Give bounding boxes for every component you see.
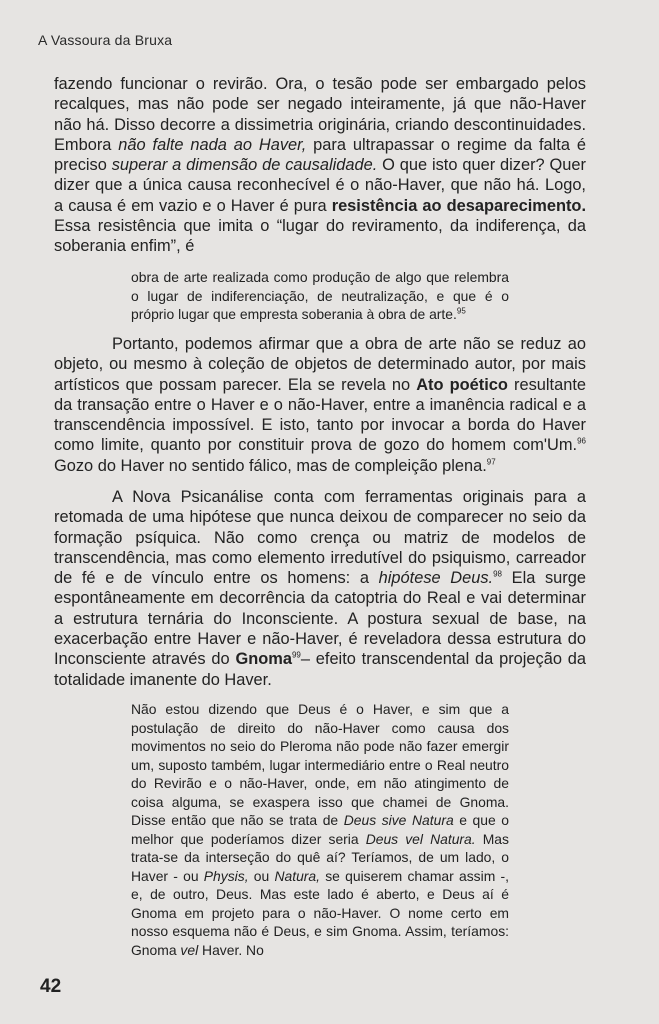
- p1-text: O que isto quer dizer? Quer dizer que a única causa reconhecível é o não-Haver, que não há. Logo, a causa é em vazio e o Haver é pura: [54, 156, 586, 215]
- paragraph-1: [54, 74, 586, 257]
- p3-text: Ela surge espontâneamente em decorrência da catoptria do Real e vai determinar a estrutura ternária do Inconsciente. A postura sexual de base, na exacerbação entre Haver e não-Haver, é reveladora dessa estrutura do Inconsciente através do: [54, 569, 586, 669]
- q2-text: Haver. No: [198, 941, 264, 958]
- p3-text: – efeito transcendental da projeção da totalidade imanente do Haver.: [54, 650, 586, 689]
- block-quote-2: [131, 700, 509, 959]
- footnote-ref-98: 98: [493, 569, 502, 579]
- footnote-ref-96: 96: [577, 437, 586, 447]
- paragraph-3: [54, 487, 586, 690]
- q2-italic: vel: [180, 941, 199, 958]
- footnote-ref-95: 95: [456, 306, 466, 316]
- page-number: 42: [40, 976, 62, 997]
- p1-bold: resistência ao desaparecimento.: [331, 196, 587, 215]
- quote-1-text: obra de arte realizada como produção de algo que relembra o lugar de indiferenciação, de neutralização, e que é o próprio lugar que empresta soberania à obra de arte.: [131, 269, 509, 322]
- p3-italic: hipótese Deus.: [378, 569, 494, 588]
- p3-text: A Nova Psicanálise conta com ferramentas originais para a retomada de uma hipótese que nunca deixou de comparecer no seio da formação psíquica. Não como crença ou matriz de modelos de transcendência, mas como elemento irredutível do psiquismo, carreador de fé e de vínculo entre os homens: a: [54, 488, 586, 588]
- block-quote-1: [131, 268, 509, 324]
- paragraph-2: [54, 334, 586, 476]
- q2-italic: Natura,: [274, 867, 321, 884]
- running-header: A Vassoura da Bruxa: [38, 32, 173, 48]
- p1-text: Essa resistência que imita o “lugar do reviramento, da indiferença, da soberania enfim”, é: [54, 217, 586, 256]
- q2-italic: Deus sive Natura: [343, 812, 454, 828]
- footnote-ref-97: 97: [486, 457, 496, 467]
- q2-italic: Physis,: [203, 867, 249, 884]
- footnote-ref-99: 99: [291, 650, 301, 660]
- p2-bold: Ato poético: [416, 375, 508, 394]
- q2-italic: Deus vel Natura.: [365, 830, 476, 847]
- p1-italic: não falte nada ao Haver,: [118, 135, 307, 154]
- p1-text: fazendo funcionar o revirão. Ora, o tesão pode ser embargado pelos recalques, mas não pode ser negado inteiramente, já que não-Haver não há. Disso decorre a dissimetria originária, criando descontinuidades. Embora: [54, 75, 586, 154]
- p2-text: resultante da transação entre o Haver e o não-Haver, entre a imanência radical e a transcendência impossível. E isto, tanto por invocar a borda do Haver como limite, quanto por constituir prova de gozo do homem com'Um.: [54, 375, 586, 455]
- q2-text: e que o melhor que poderíamos dizer seria: [131, 812, 509, 847]
- q2-text: Não estou dizendo que Deus é o Haver, e sim que a postulação de direito do não-Haver como causa dos movimentos no seio do Pleroma não pode não fazer emergir um, suposto também, lugar intermediário entre o Real neutro do Revirão e o não-Haver, onde, em não atingimento de coisa alguma, se exaspera isso que chamei de Gnoma. Disse então que não se trata de: [131, 701, 509, 828]
- p1-text: para ultrapassar o regime da falta é preciso: [54, 135, 586, 175]
- q2-text: se quiserem chamar assim -, e, de outro, Deus. Mas este lado é aberto, e Deus aí é Gnoma em projeto para o não-Haver. O nome certo em nosso esquema não é Deus, e sim Gnoma. Assim, teríamos: Gnoma: [131, 867, 509, 958]
- q2-text: ou: [248, 867, 275, 884]
- p1-italic: superar a dimensão de causalidade.: [111, 156, 378, 175]
- p3-bold: Gnoma: [235, 650, 292, 669]
- q2-text: Mas trata-se da interseção do quê aí? Teríamos, de um lado, o Haver - ou: [131, 830, 509, 884]
- p2-text: Portanto, podemos afirmar que a obra de arte não se reduz ao objeto, ou mesmo à coleção de objetos de determinado autor, por mais artísticos que possam parecer. Ela se revela no: [54, 335, 586, 394]
- p2-text: Gozo do Haver no sentido fálico, mas de compleição plena.: [54, 456, 487, 475]
